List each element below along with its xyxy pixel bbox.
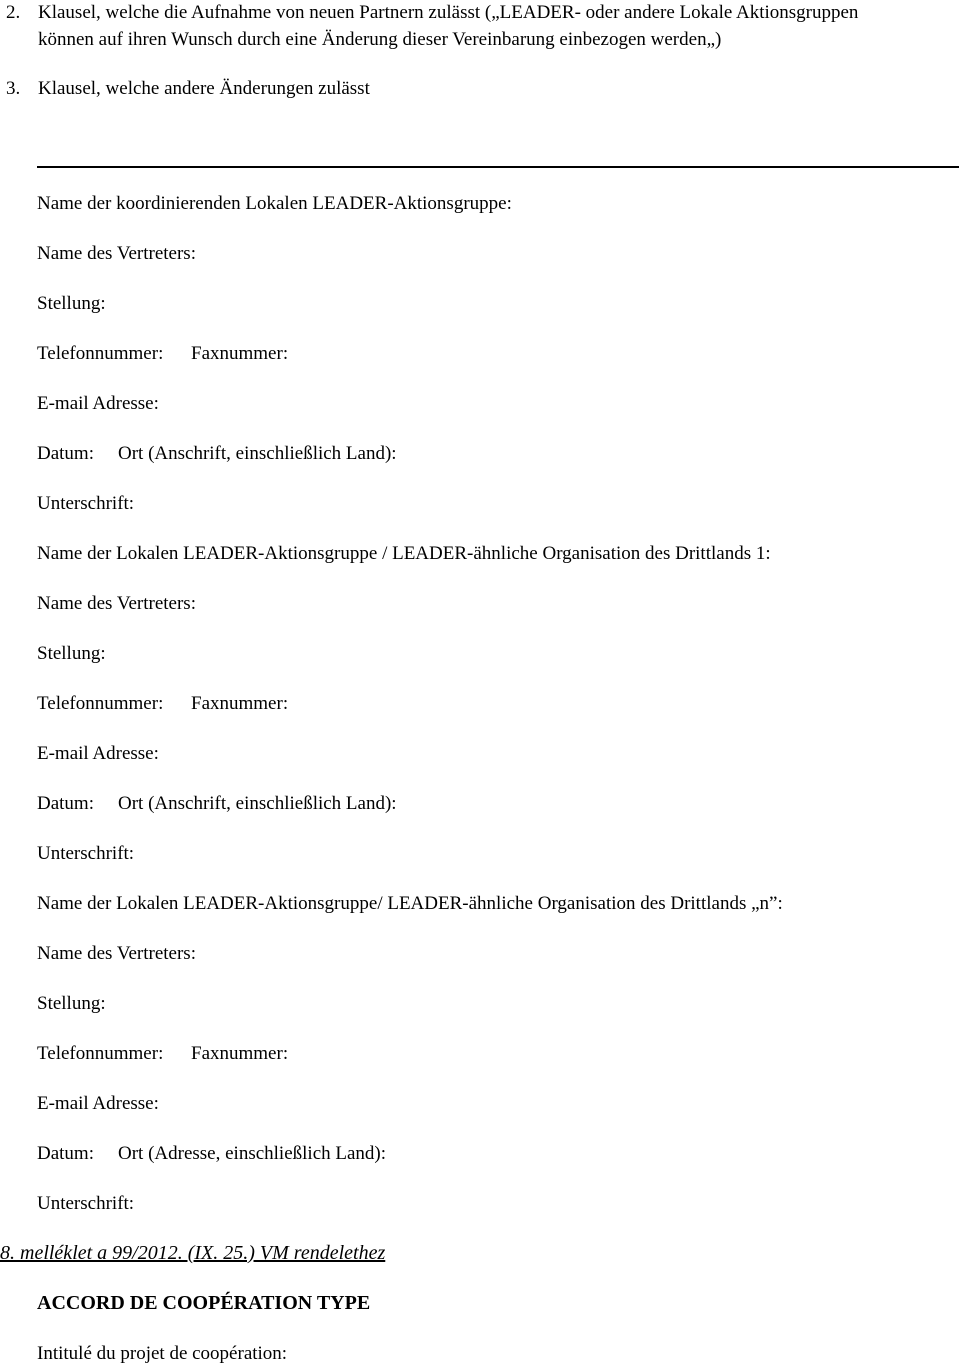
clause-2-number: 2. (6, 2, 21, 23)
date-label: Datum: (37, 1143, 94, 1164)
signature-label: Unterschrift: (37, 1193, 135, 1214)
clause-2-text-line1: Klausel, welche die Aufnahme von neuen Partnern zulässt („LEADER- oder andere Lokale Aktionsgruppen (38, 2, 859, 23)
phone-label: Telefonnummer: (37, 343, 164, 364)
annex-reference: 8. melléklet a 99/2012. (IX. 25.) VM rendelethez (0, 1242, 386, 1264)
representative-label: Name des Vertreters: (37, 593, 196, 614)
place-label: Ort (Adresse, einschließlich Land): (118, 1143, 387, 1164)
date-label: Datum: (37, 443, 94, 464)
position-label: Stellung: (37, 293, 106, 314)
signature-label: Unterschrift: (37, 493, 135, 514)
representative-label: Name des Vertreters: (37, 243, 196, 264)
section-heading: ACCORD DE COOPÉRATION TYPE (37, 1292, 371, 1314)
signature-label: Unterschrift: (37, 843, 135, 864)
representative-label: Name des Vertreters: (37, 943, 196, 964)
phone-label: Telefonnummer: (37, 1043, 164, 1064)
block-title: Name der koordinierenden Lokalen LEADER-Aktionsgruppe: (37, 193, 512, 214)
email-label: E-mail Adresse: (37, 1093, 159, 1114)
email-label: E-mail Adresse: (37, 743, 159, 764)
date-label: Datum: (37, 793, 94, 814)
clause-2-text-line2: können auf ihren Wunsch durch eine Änderung dieser Vereinbarung einbezogen werden„) (38, 29, 722, 50)
fax-label: Faxnummer: (191, 343, 289, 364)
position-label: Stellung: (37, 643, 106, 664)
project-title-label: Intitulé du projet de coopération: (37, 1343, 288, 1364)
email-label: E-mail Adresse: (37, 393, 159, 414)
place-label: Ort (Anschrift, einschließlich Land): (118, 443, 397, 464)
fax-label: Faxnummer: (191, 1043, 289, 1064)
block-title: Name der Lokalen LEADER-Aktionsgruppe / LEADER-ähnliche Organisation des Drittlands 1: (37, 543, 771, 564)
position-label: Stellung: (37, 993, 106, 1014)
clause-3-number: 3. (6, 78, 21, 99)
fax-label: Faxnummer: (191, 693, 289, 714)
clause-3-text: Klausel, welche andere Änderungen zulässt (38, 78, 370, 99)
block-title: Name der Lokalen LEADER-Aktionsgruppe/ LEADER-ähnliche Organisation des Drittlands „n”: (37, 893, 783, 914)
separator-line (37, 166, 959, 168)
phone-label: Telefonnummer: (37, 693, 164, 714)
place-label: Ort (Anschrift, einschließlich Land): (118, 793, 397, 814)
